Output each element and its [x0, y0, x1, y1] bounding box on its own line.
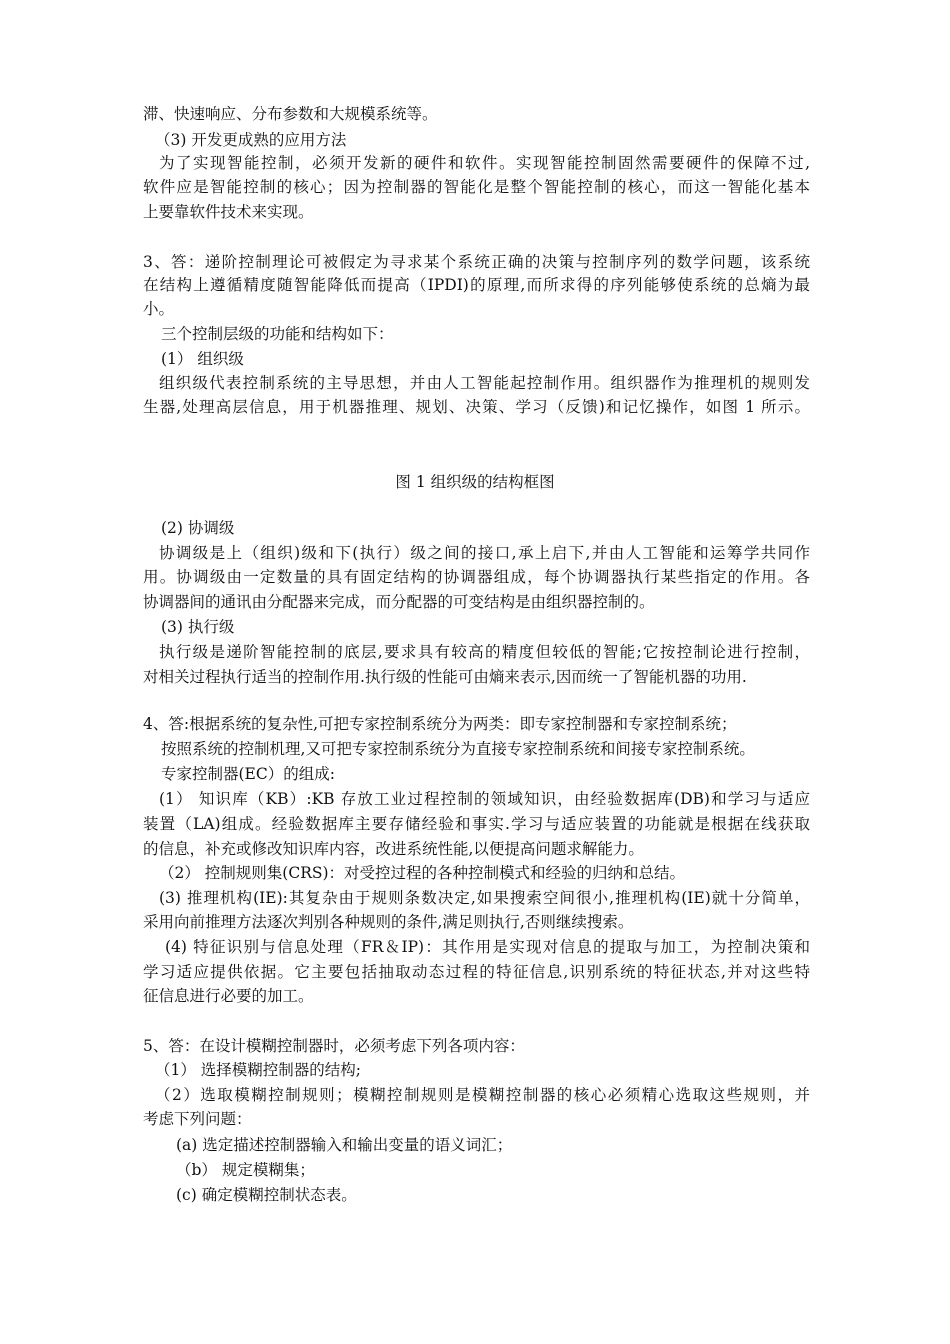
text-line: 征信息进行必要的加工。	[143, 987, 314, 1005]
text-line: (1） 知识库（KB）:KB 存放工业过程控制的领域知识，由经验数据库(DB)和学习与适应	[159, 790, 810, 808]
text-line: 滞、快速响应、分布参数和大规模系统等。	[143, 105, 438, 123]
section-heading: (2) 协调级	[161, 519, 235, 537]
text-line: 小。	[143, 300, 175, 318]
text-line: 为了实现智能控制，必须开发新的硬件和软件。实现智能控制固然需要硬件的保障不过,	[159, 154, 810, 172]
text-line: 专家控制器(EC）的组成:	[161, 765, 335, 783]
text-line: （b） 规定模糊集；	[176, 1161, 315, 1179]
text-line: （2）选取模糊控制规则；模糊控制规则是模糊控制器的核心必须精心选取这些规则，并	[155, 1086, 810, 1104]
text-line: (4) 特征识别与信息处理（FR＆IP)：其作用是实现对信息的提取与加工，为控制决策和	[165, 938, 810, 956]
text-line: 在结构上遵循精度随智能降低而提高（IPDI)的原理,而所求得的序列能够使系统的总熵为最	[143, 276, 810, 294]
answer-3-line: 3、答：递阶控制理论可被假定为寻求某个系统正确的决策与控制序列的数学问题，该系统	[143, 253, 810, 271]
text-line: 协调器间的通讯由分配器来完成，而分配器的可变结构是由组织器控制的。	[143, 593, 655, 611]
text-line: 考虑下列问题：	[143, 1110, 252, 1128]
text-line: 软件应是智能控制的核心；因为控制器的智能化是整个智能控制的核心，而这一智能化基本	[143, 178, 810, 196]
text-line: 执行级是递阶智能控制的底层,要求具有较高的精度但较低的智能;它按控制论进行控制，	[159, 643, 810, 661]
text-line: (3) 推理机构(IE):其复杂由于规则条数决定,如果搜索空间很小,推理机构(IE)就十分简单，	[159, 889, 810, 907]
text-line: 协调级是上（组织)级和下(执行）级之间的接口,承上启下,并由人工智能和运筹学共同作	[159, 544, 810, 562]
section-heading: (1） 组织级	[161, 350, 244, 368]
text-line: (c) 确定模糊控制状态表。	[176, 1186, 357, 1204]
text-line: 的信息，补充或修改知识库内容，改进系统性能,以便提高问题求解能力。	[143, 840, 644, 858]
text-line: 用。协调级由一定数量的具有固定结构的协调器组成，每个协调器执行某些指定的作用。各	[143, 568, 810, 586]
section-heading: （3) 开发更成熟的应用方法	[155, 131, 347, 149]
text-line: 上要靠软件技术来实现。	[143, 203, 314, 221]
text-line: 生器,处理高层信息，用于机器推理、规划、决策、学习（反馈)和记忆操作，如图 1 所示。	[143, 398, 810, 416]
text-line: 采用向前推理方法逐次判别各种规则的条件,满足则执行,否则继续搜索。	[143, 913, 634, 931]
figure-caption: 图 1 组织级的结构框图	[395, 473, 555, 491]
answer-4-line: 4、答:根据系统的复杂性,可把专家控制系统分为两类：即专家控制器和专家控制系统；	[143, 715, 737, 733]
text-line: （2） 控制规则集(CRS)：对受控过程的各种控制模式和经验的归纳和总结。	[159, 864, 686, 882]
text-line: 三个控制层级的功能和结构如下：	[161, 325, 394, 343]
text-line: (a) 选定描述控制器输入和输出变量的语义词汇；	[176, 1136, 513, 1154]
section-heading: (3) 执行级	[161, 618, 235, 636]
text-line: 装置（LA)组成。经验数据库主要存储经验和事实.学习与适应装置的功能就是根据在线获取	[143, 815, 810, 833]
text-line: （1） 选择模糊控制器的结构;	[155, 1061, 362, 1079]
text-line: 按照系统的控制机理,又可把专家控制系统分为直接专家控制系统和间接专家控制系统。	[161, 740, 755, 758]
text-line: 对相关过程执行适当的控制作用.执行级的性能可由熵来表示,因而统一了智能机器的功用.	[143, 668, 747, 686]
text-line: 学习适应提供依据。它主要包括抽取动态过程的特征信息,识别系统的特征状态,并对这些特	[143, 963, 810, 981]
text-line: 组织级代表控制系统的主导思想，并由人工智能起控制作用。组织器作为推理机的规则发	[159, 374, 810, 392]
answer-5-line: 5、答：在设计模糊控制器时，必须考虑下列各项内容：	[143, 1037, 525, 1055]
